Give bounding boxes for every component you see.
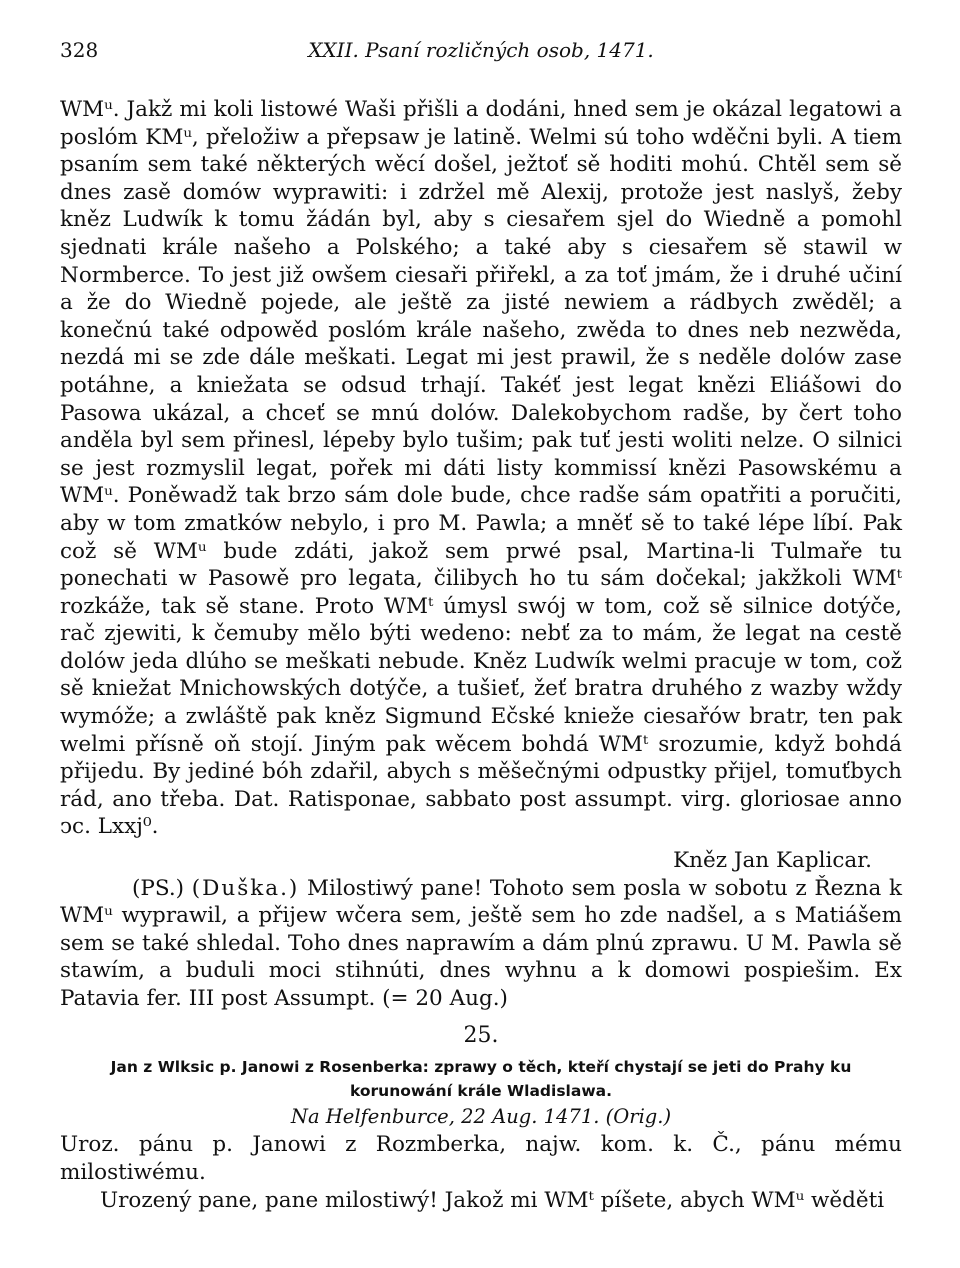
letter-paragraph: WMᵘ. Jakž mi koli listowé Waši přišli a dodáni, hned sem je okázal legatowi a poslóm KMᵘ, přeložiw a přepsaw je latině. Welmi sú toho wděčni byli. A tiem psaním sem také některých wěcí došel, ježtoť sě hoditi mohú. Chtěl sem sě dnes zasě domów wyprawiti: i zdržel mě Alexij, protože jest naslyš, žeby kněz Ludwík k tomu žádán byl, aby s ciesařem sjel do Wiedně a pomohl sjednati krále našeho a Polského; a také aby s ciesařem sě stawil w Normberce. To jest již owšem ciesaři přiřekl, a za toť jmám, že i druhé učiní a že do Wiedně pojede, ale ještě za jisté newiem a rádbych zwěděl; a konečnú také odpowěd poslóm krále našeho, zwěda to dnes neb nezwěda, nezdá mi se zde dále meškati. Legat mi jest prawil, že s neděle dolów zase potáhne, a kniežata se odsud trhají. Takéť jest legat knězi Eliášowi do Pasowa ukázal, a chceť se mnú dolów. Dalekobychom radše, by čert toho anděla byl sem přinesl, lépeby bylo tušim; pak tuť jesti woliti nelze. O silnici se jest rozmyslil legat, pořek mi dáti listy kommissí knězi Pasowskému a WMᵘ. Poněwadž tak brzo sám dole bude, chce radše sám opatřiti a poručiti, aby w tom zmatków nebylo, i pro M. Pawla; a mněť sě to také lépe líbí. Pak což sě WMᵘ bude zdáti, jakož sem prwé psal, Martina-li Tulmaře tu ponechati w Pasowě pro legata, čilibych ho tu sám dočekal; jakžkoli WMᵗ rozkáže, tak sě stane. Proto WMᵗ úmysl swój w tom, což sě silnice dotýče, rač zjewiti, k čemuby mělo býti wedeno: nebť za to mám, že legat na cestě dolów jeda dlúho se meškati nebude. Kněz Ludwík welmi pracuje w tom, což sě kniežat Mnichowských dotýče, a tušieť, žeť bratra druhého z wazby wždy wymóže; a zwláště pak kněz Sigmund Ečské knieže ciesařów bratr, ten pak welmi přísně oň stojí. Jiným pak wěcem bohdá WMᵗ srozumie, když bohdá přijedu. By jediné bóh zdařil, abych s měšečnými odpustky přijel, tomuťbych rád, ano třeba. Dat. Ratisponae, sabbato post assumpt. virg. gloriosae anno ͻc. Lxxj⁰. xyxy=(60,97,902,840)
ps-author: (Duška.) xyxy=(191,875,300,901)
section-number: 25. xyxy=(463,1022,499,1048)
postscript xyxy=(60,875,902,1013)
next-letter xyxy=(60,1131,902,1215)
book-page xyxy=(60,38,902,1215)
running-title: XXII. Psaní rozličných osob, 1471. xyxy=(308,38,654,62)
letter-body xyxy=(60,96,902,1013)
page-number: 328 xyxy=(60,38,99,62)
section-summary: Jan z Wlksic p. Janowi z Rosenberka: zprawy o těch, kteří chystají se jeti do Prahy ku korunowání krále Wladislawa. xyxy=(110,1057,852,1100)
section-dateline: Na Helfenburce, 22 Aug. 1471. (Orig.) xyxy=(290,1104,672,1128)
letter-signature: Kněz Jan Kaplicar. xyxy=(673,848,872,874)
ps-label: (PS.) xyxy=(132,875,185,901)
next-letter-opening: Urozený pane, pane milostiwý! Jakož mi WMᵗ píšete, abych WMᵘ wěděti xyxy=(100,1187,885,1213)
ps-text: Milostiwý pane! Tohoto sem posla w sobotu z Řezna k WMᵘ wyprawil, a přijew wčera sem, ještě sem ho zde nadšel, a s Matiášem sem se také shledal. Toho dnes naprawím a dám plnú zprawu. U M. Pawla sě stawím, a buduli moci stihnúti, dnes wyhnu a k domowi pospiešim. Ex Patavia fer. III post Assumpt. (= 20 Aug.) xyxy=(60,875,902,1011)
next-letter-address: Uroz. pánu p. Janowi z Rozmberka, najw. kom. k. Č., pánu mému milostiwému. xyxy=(60,1131,902,1185)
page-header xyxy=(60,38,902,68)
